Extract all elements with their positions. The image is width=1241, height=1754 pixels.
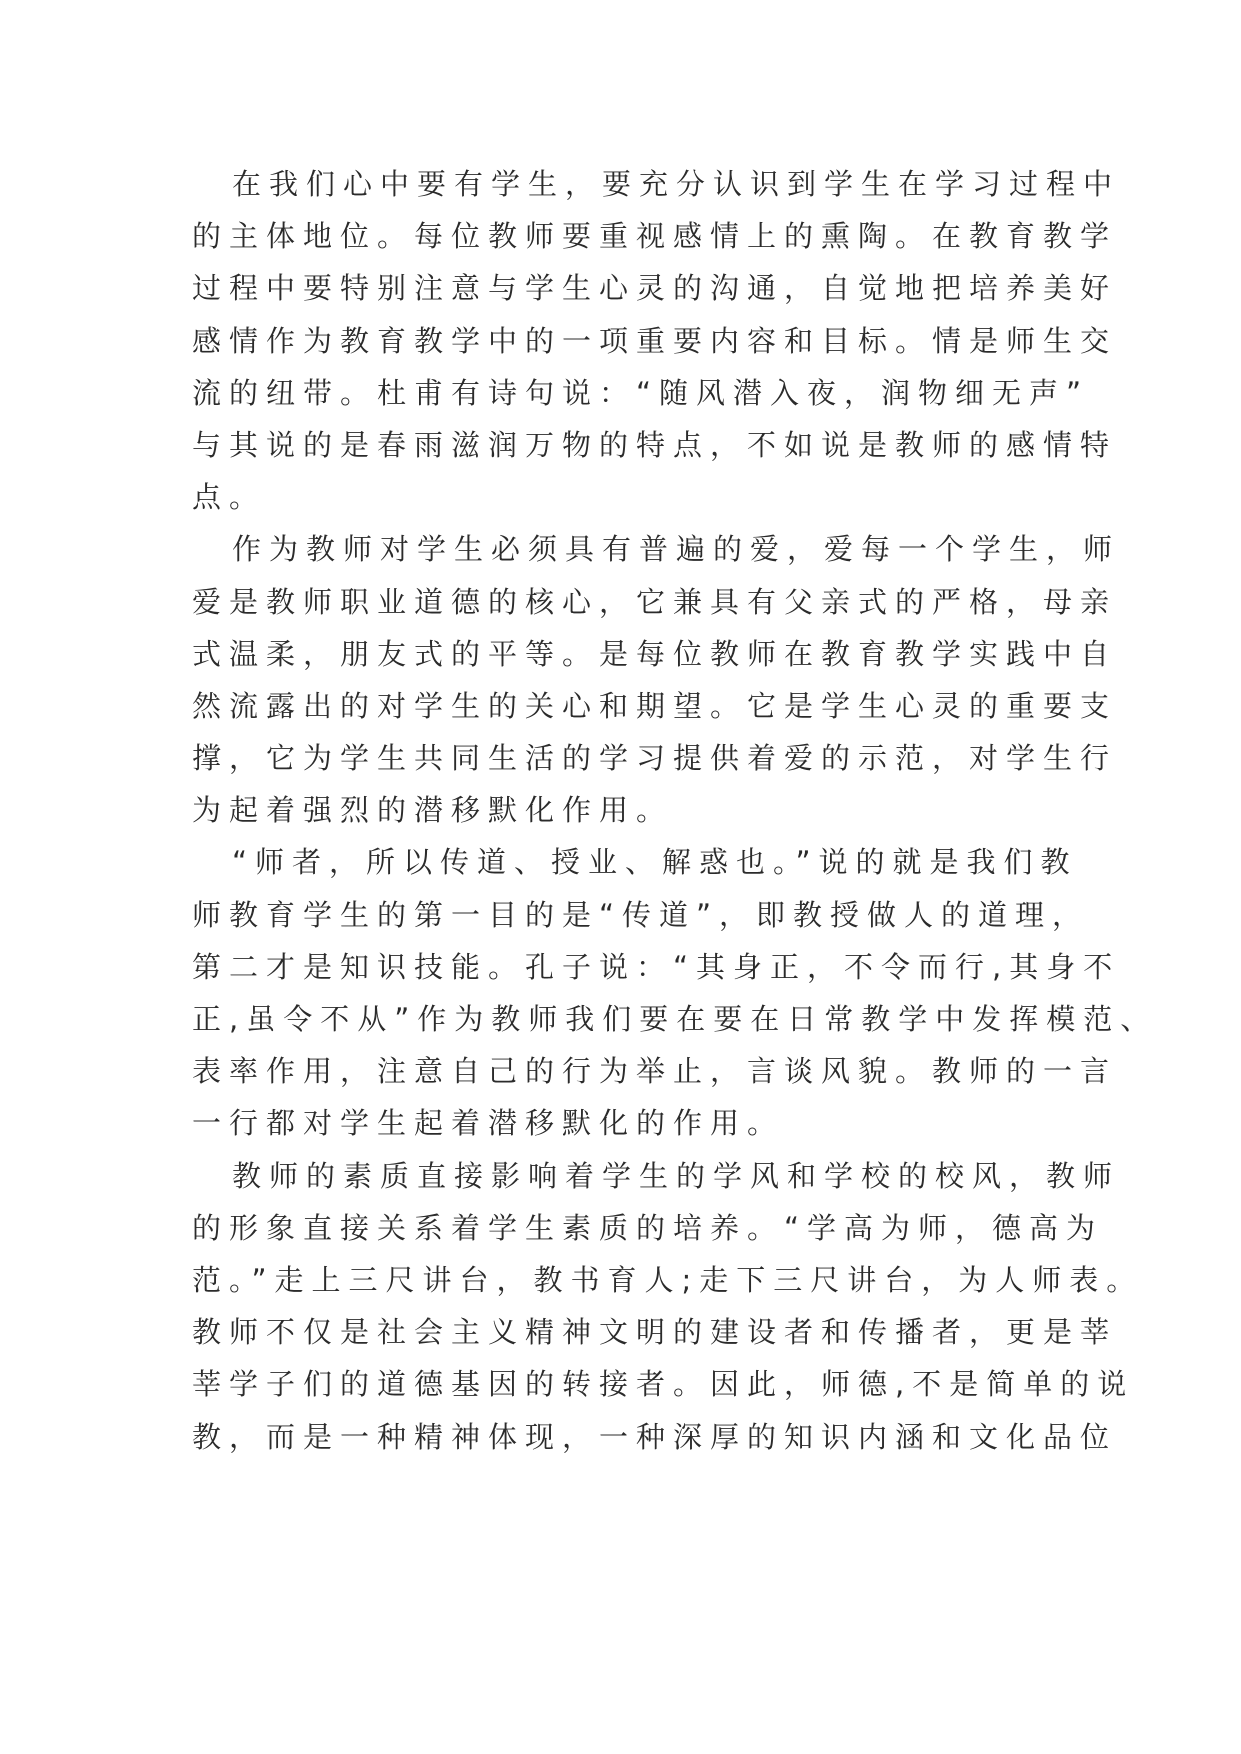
- paragraph-line: 莘学子们的道德基因的转接者。因此，师德,不是简单的说: [192, 1367, 1135, 1402]
- paragraph-line: 范。”走上三尺讲台，教书育人;走下三尺讲台，为人师表。: [192, 1262, 1144, 1297]
- paragraph-line: 一行都对学生起着潜移默化的作用。: [192, 1106, 785, 1141]
- paragraph-1: [192, 158, 1121, 523]
- paragraph-line: 式温柔，朋友式的平等。是每位教师在教育教学实践中自: [192, 636, 1118, 671]
- paragraph-line: 感情作为教育教学中的一项重要内容和目标。情是师生交: [192, 323, 1118, 358]
- paragraph-line: 师教育学生的第一目的是“传道”，即教授做人的道理，: [192, 897, 1090, 932]
- paragraph-line: 教师的素质直接影响着学生的学风和学校的校风，教师: [232, 1158, 1121, 1193]
- paragraph-line: 流的纽带。杜甫有诗句说：“随风潜入夜，润物细无声”: [192, 375, 1090, 410]
- paragraph-line: 的形象直接关系着学生素质的培养。“学高为师，德高为: [192, 1210, 1104, 1245]
- paragraph-line: 然流露出的对学生的关心和期望。它是学生心灵的重要支: [192, 688, 1118, 723]
- paragraph-line: 过程中要特别注意与学生心灵的沟通，自觉地把培养美好: [192, 271, 1118, 306]
- paragraph-3: [192, 836, 1158, 1149]
- paragraph-line: 正,虽令不从”作为教师我们要在要在日常教学中发挥模范、: [192, 1002, 1158, 1036]
- paragraph-line: 点。: [192, 480, 267, 515]
- body-text: [192, 158, 1158, 1463]
- paragraph-line: 表率作用，注意自己的行为举止，言谈风貌。教师的一言: [192, 1054, 1118, 1089]
- paragraph-line: 第二才是知识技能。孔子说：“其身正，不令而行,其身不: [192, 949, 1121, 984]
- paragraph-line: 爱是教师职业道德的核心，它兼具有父亲式的严格，母亲: [192, 584, 1118, 619]
- paragraph-line: 为起着强烈的潜移默化作用。: [192, 793, 674, 828]
- paragraph-line: 撑，它为学生共同生活的学习提供着爱的示范，对学生行: [192, 741, 1118, 776]
- paragraph-4: [192, 1150, 1144, 1463]
- paragraph-line: 作为教师对学生必须具有普遍的爱，爱每一个学生，师: [232, 532, 1121, 567]
- paragraph-line: “师者，所以传道、授业、解惑也。”说的就是我们教: [232, 845, 1078, 880]
- paragraph-line: 教师不仅是社会主义精神文明的建设者和传播者，更是莘: [192, 1315, 1118, 1350]
- paragraph-line: 的主体地位。每位教师要重视感情上的熏陶。在教育教学: [192, 219, 1118, 254]
- paragraph-line: 在我们心中要有学生，要充分认识到学生在学习过程中: [232, 167, 1121, 201]
- paragraph-line: 教，而是一种精神体现，一种深厚的知识内涵和文化品位: [192, 1419, 1118, 1454]
- paragraph-2: [192, 523, 1121, 836]
- paragraph-line: 与其说的是春雨滋润万物的特点，不如说是教师的感情特: [192, 427, 1118, 462]
